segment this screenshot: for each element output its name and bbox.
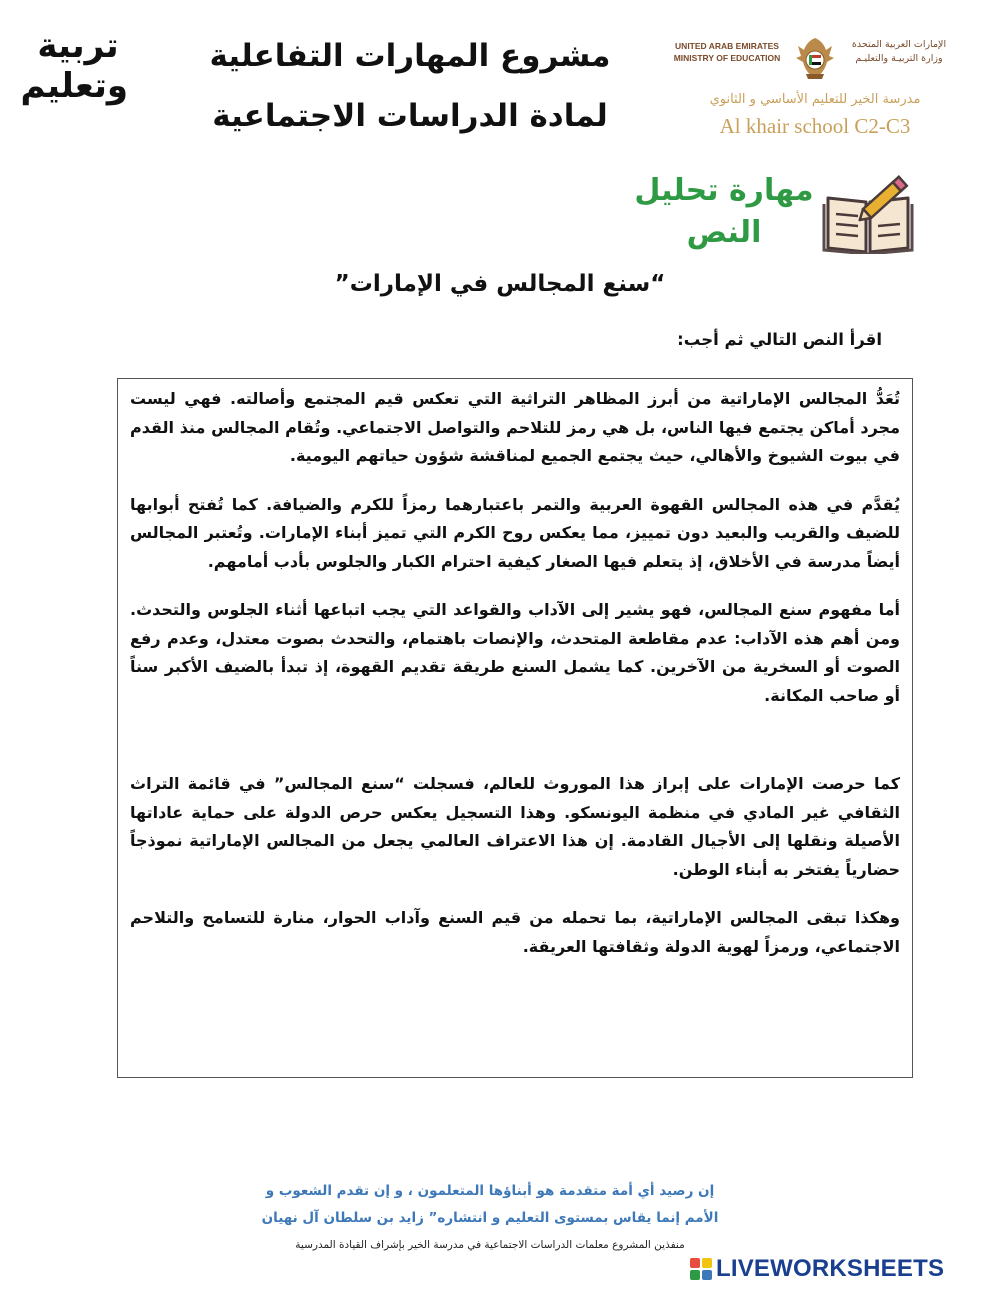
liveworksheets-text: LIVEWORKSHEETS bbox=[716, 1255, 945, 1282]
ministry-name-en bbox=[662, 40, 792, 64]
instruction: اقرأ النص التالي ثم أجب: bbox=[677, 330, 882, 349]
book-pencil-icon bbox=[822, 170, 914, 254]
passage-paragraph: وهكذا تبقى المجالس الإماراتية، بما تحمله من قيم السنع وآداب الحوار، منارة للتسامح والتلاحم الاجتماعي، ورمزاً لهوية الدولة وثقافتها العريقة. bbox=[130, 908, 900, 956]
skill-heading-line-2: النص bbox=[686, 215, 762, 250]
ministry-en-line-1: UNITED ARAB EMIRATES bbox=[675, 41, 779, 51]
school-name-en: Al khair school C2-C3 bbox=[719, 114, 911, 138]
ministry-en-line-2: MINISTRY OF EDUCATION bbox=[673, 53, 781, 63]
footer-credit: منفذين المشروع معلمات الدراسات الاجتماعية في مدرسة الخير بإشراف القيادة المدرسية bbox=[295, 1239, 685, 1251]
ministry-ar-line-2: وزارة التربيـة والتعليـم bbox=[855, 53, 943, 64]
uae-emblem-icon bbox=[792, 34, 838, 82]
skill-heading bbox=[626, 170, 822, 254]
text-title: “سنع المجالس في الإمارات” bbox=[334, 271, 666, 297]
liveworksheets-logo[interactable] bbox=[690, 1254, 990, 1284]
education-logo bbox=[20, 26, 128, 112]
liveworksheets-mark-icon bbox=[690, 1258, 712, 1280]
reading-passage-box bbox=[117, 378, 913, 1078]
project-title-line-2: لمادة الدراسات الاجتماعية bbox=[212, 98, 608, 134]
ministry-ar-line-1: الإمارات العربية المتحدة bbox=[851, 39, 947, 50]
passage-paragraph: أما مفهوم سنع المجالس، فهو يشير إلى الآداب والقواعد التي يجب اتباعها أثناء الجلوس والتحدث. ومن أهم هذه الآداب: عدم مقاطعة المتحدث، والإنصات باهتمام، والتحدث بصوت معتدل، وعدم رفع الصوت أو السخرية من الآخرين. كما يشمل السنع طريقة تقديم القهوة، إذ تبدأ بالضيف الأكبر سناً أو صاحب المكانة. bbox=[130, 600, 900, 705]
footer-quote bbox=[200, 1178, 780, 1232]
passage-paragraph: كما حرصت الإمارات على إبراز هذا الموروث للعالم، فسجلت “سنع المجالس” في قائمة التراث الثقافي غير المادي في منظمة اليونسكو. وهذا التسجيل يعكس حرص الدولة على حماية عاداتها الأصيلة ونقلها إلى الأجيال القادمة. إن هذا الاعتراف العالمي يجعل من المجالس الإماراتية نموذجاً حضارياً يفتخر به أبناء الوطن. bbox=[130, 774, 900, 879]
footer-quote-line-1: إن رصيد أي أمة متقدمة هو أبناؤها المتعلمون ، و إن تقدم الشعوب و bbox=[265, 1183, 715, 1199]
skill-heading-line-1: مهارة تحليل bbox=[634, 173, 814, 208]
logo-line-2: وتعليم bbox=[20, 66, 128, 106]
footer-quote-line-2: الأمم إنما يقاس بمستوى التعليم و انتشاره” زايد بن سلطان آل نهيان bbox=[261, 1210, 719, 1226]
passage-paragraph: يُقدَّم في هذه المجالس القهوة العربية والتمر باعتبارهما رمزاً للكرم والضيافة. كما تُفتح أبوابها للضيف والقريب والبعيد دون تمييز، مما يعكس روح الكرم التي تميز أبناء الإمارات. وتُعتبر المجالس أيضاً مدرسة في الأخلاق، إذ يتعلم فيها الصغار كيفية احترام الكبار والجلوس بأدب أمامهم. bbox=[130, 494, 900, 571]
project-title bbox=[170, 26, 650, 146]
logo-line-1: تربية bbox=[37, 26, 119, 66]
ministry-name-ar bbox=[840, 38, 958, 66]
passage-paragraph: تُعَدُّ المجالس الإماراتية من أبرز المظاهر التراثية التي تعكس قيم المجتمع وأصالته. فهي ليست مجرد أماكن يجتمع فيها الناس، بل هي رمز للتلاحم والتواصل الاجتماعي. وتُقام المجالس منذ القدم في بيوت الشيوخ والأهالي، حيث يجتمع الجميع لمناقشة شؤون حياتهم اليومية. bbox=[130, 389, 900, 465]
school-name-ar: مدرسة الخير للتعليم الأساسي و الثانوي bbox=[709, 92, 921, 107]
project-title-line-1: مشروع المهارات التفاعلية bbox=[209, 38, 611, 74]
